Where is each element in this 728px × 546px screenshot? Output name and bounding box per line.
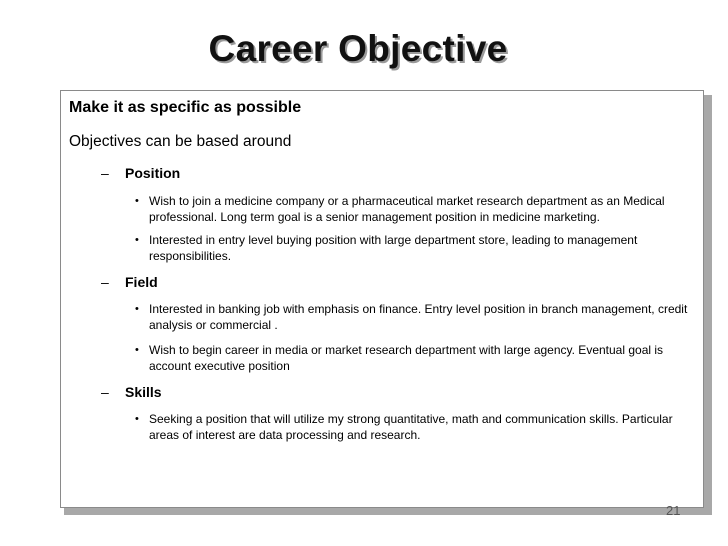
list-item [135,193,700,225]
section-label: Skills [125,384,162,400]
dash-marker: – [101,384,109,400]
list-item [135,342,700,374]
list-item-text: Wish to begin career in media or market research department with large agency. Eventual goal is account executive position [149,343,664,373]
bullet-marker: • [135,234,139,246]
section-label: Position [125,165,181,181]
slide-heading: Make it as specific as possible [69,99,302,116]
list-item [135,232,700,264]
list-item-text: Wish to join a medicine company or a pharmaceutical market research department as an Medical professional. Long term goal is a senior management position in medicine marketing. [149,194,665,224]
bullet-marker: • [135,195,139,207]
page-number: 21 [666,503,681,518]
bullet-marker: • [135,413,139,425]
section-position [101,165,180,181]
slide-title: Career Objective [208,28,508,69]
dash-marker: – [101,165,109,181]
list-item [135,411,700,443]
intro-text: Objectives can be based around [69,133,292,150]
bullet-marker: • [135,303,139,315]
list-item-text: Interested in entry level buying position with large department store, leading to management responsibilities. [149,233,638,263]
list-item [135,301,700,333]
dash-marker: – [101,274,109,290]
list-item-text: Interested in banking job with emphasis on finance. Entry level position in branch management, credit analysis or commercial . [149,302,688,332]
list-item-text: Seeking a position that will utilize my strong quantitative, math and communication skills. Particular areas of interest are data processing and research. [149,412,673,442]
bullet-marker: • [135,344,139,356]
section-skills [101,384,162,400]
content-box [60,90,704,508]
section-label: Field [125,274,158,290]
section-field [101,274,158,290]
